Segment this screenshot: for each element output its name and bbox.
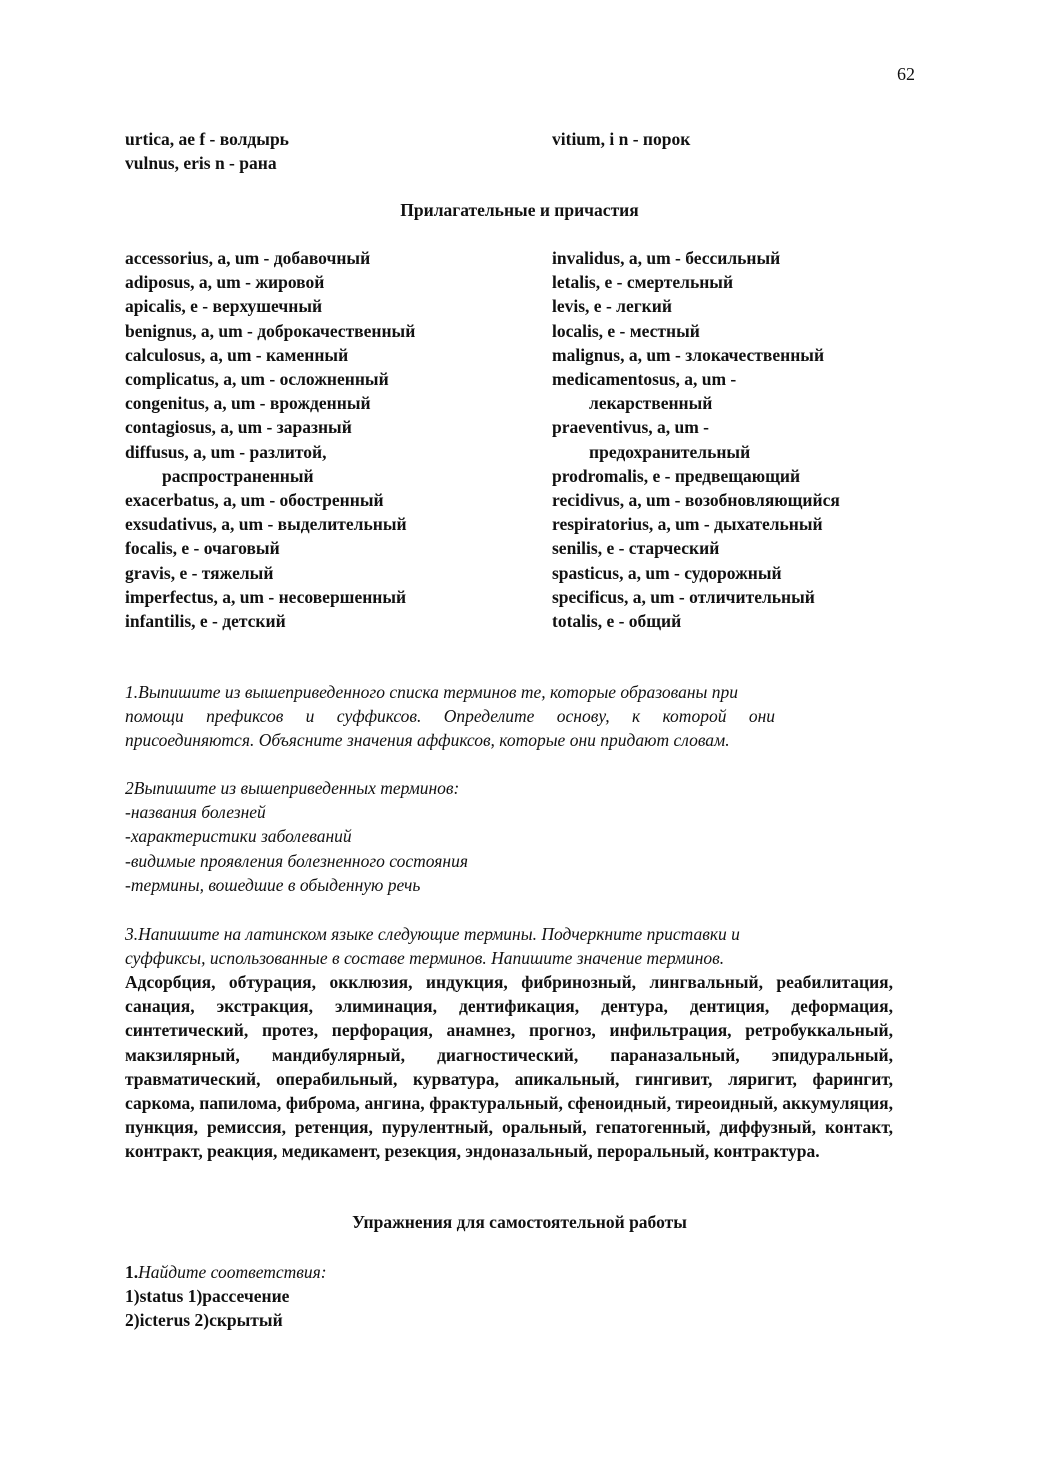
top-nouns-left bbox=[125, 127, 552, 175]
adjective-entry: exacerbatus, a, um - обостренный bbox=[125, 490, 384, 511]
top-nouns bbox=[125, 127, 905, 175]
task-3-line: суффиксы, использованные в составе терминов. Напишите значение терминов. bbox=[125, 948, 725, 969]
adjective-entry: diffusus, a, um - разлитой, распространенный bbox=[125, 440, 552, 488]
adjective-entry-continuation: распространенный bbox=[162, 465, 314, 486]
adjective-entry: benignus, a, um - доброкачественный bbox=[125, 320, 416, 341]
adjectives-right-column bbox=[552, 246, 905, 633]
adjective-entry: gravis, e - тяжелый bbox=[125, 562, 274, 583]
adjective-entry: imperfectus, a, um - несовершенный bbox=[125, 586, 407, 607]
noun-entry: vitium, i n - порок bbox=[552, 129, 691, 149]
adjective-entry: exsudativus, a, um - выделительный bbox=[125, 514, 407, 535]
adjective-entry: praeventivus, a, um - предохранительный bbox=[552, 415, 905, 463]
exercise-1-item: 2)icterus 2)скрытый bbox=[125, 1310, 283, 1331]
adjective-entry: complicatus, a, um - осложненный bbox=[125, 369, 389, 390]
adjective-entry: medicamentosus, a, um - лекарственный bbox=[552, 367, 905, 415]
adjective-entry: accessorius, a, um - добавочный bbox=[125, 248, 371, 268]
exercises-heading: Упражнения для самостоятельной работы bbox=[352, 1212, 687, 1232]
adjective-entry: levis, e - легкий bbox=[552, 296, 672, 317]
task-1 bbox=[125, 680, 893, 753]
adjective-entry-continuation: лекарственный bbox=[589, 393, 713, 414]
adjective-entry: recidivus, a, um - возобновляющийся bbox=[552, 490, 840, 511]
adjective-entry: spasticus, a, um - судорожный bbox=[552, 562, 782, 583]
top-nouns-right bbox=[552, 127, 905, 175]
noun-entry: urtica, ae f - волдырь bbox=[125, 129, 289, 149]
adjective-entry: contagiosus, a, um - заразный bbox=[125, 417, 352, 438]
task-1-line: присоединяются. Объясните значения аффиксов, которые они придают словам. bbox=[125, 730, 730, 751]
adjective-entry: invalidus, a, um - бессильный bbox=[552, 248, 781, 268]
task-1-line: 1.Выпишите из вышеприведенного списка терминов те, которые образованы при bbox=[125, 682, 738, 702]
adjective-entry: focalis, e - очаговый bbox=[125, 538, 280, 559]
task-3-instructions bbox=[125, 922, 893, 970]
task-1-line: помощи префиксов и суффиксов. Определите основу, к которой они bbox=[125, 706, 775, 727]
task-2-item: -характеристики заболеваний bbox=[125, 826, 352, 847]
adjective-entry: malignus, a, um - злокачественный bbox=[552, 344, 825, 365]
adjectives-heading: Прилагательные и причастия bbox=[400, 200, 639, 220]
task-3-line: 3.Напишите на латинском языке следующие термины. Подчеркните приставки и bbox=[125, 924, 740, 944]
task-2 bbox=[125, 776, 893, 897]
task-2-item: -названия болезней bbox=[125, 802, 266, 823]
adjective-entry: specificus, a, um - отличительный bbox=[552, 586, 815, 607]
exercise-1-item: 1)status 1)рассечение bbox=[125, 1286, 290, 1307]
adjective-entry-continuation: предохранительный bbox=[589, 441, 751, 462]
adjective-entry: congenitus, a, um - врожденный bbox=[125, 393, 371, 414]
adjective-entry: infantilis, e - детский bbox=[125, 611, 286, 632]
task-2-item: -термины, вошедшие в обыденную речь bbox=[125, 874, 421, 895]
adjective-entry: calculosus, a, um - каменный bbox=[125, 344, 349, 365]
exercise-1 bbox=[125, 1260, 327, 1333]
adjective-entry: letalis, e - смертельный bbox=[552, 272, 734, 293]
adjective-entry: apicalis, e - верхушечный bbox=[125, 296, 323, 317]
task-2-title: 2Выпишите из вышеприведенных терминов: bbox=[125, 778, 460, 798]
page-number: 62 bbox=[897, 64, 915, 84]
noun-entry: vulnus, eris n - рана bbox=[125, 153, 277, 174]
adjective-entry: respiratorius, a, um - дыхательный bbox=[552, 514, 823, 535]
exercise-1-title: 1.Найдите соответствия: bbox=[125, 1262, 327, 1282]
adjective-entry: totalis, e - общий bbox=[552, 611, 682, 632]
adjectives-left-column bbox=[125, 246, 552, 633]
adjective-entry: adiposus, a, um - жировой bbox=[125, 272, 325, 293]
task-3-terms: Адсорбция, обтурация, окклюзия, индукция, фибринозный, лингвальный, реабилитация, санация, экстракция, элиминация, дентификация, дентура, дентиция, деформация, синтетический, протез, перфорация, анамнез, прогноз, инфильтрация, ретробуккальный, макзилярный, мандибулярный, диагностический, параназальный, эпидуральный, травматический, операбильный, курватура, апикальный, гингивит, ляригит, фарингит, саркома, папилома, фиброма, ангина, фрактуральный, сфеноидный, тиреоидный, аккумуляция, пункция, ремиссия, ретенция, пурулентный, оральный, гепатогенный, диффузный, контакт, контракт, реакция, медикамент, резекция, эндоназальный, пероральный, контрактура. bbox=[125, 972, 893, 1162]
adjective-entry: localis, e - местный bbox=[552, 320, 700, 341]
adjective-entry: prodromalis, e - предвещающий bbox=[552, 465, 801, 486]
adjective-entry: senilis, e - старческий bbox=[552, 538, 720, 559]
adjectives-list bbox=[125, 246, 905, 633]
task-2-item: -видимые проявления болезненного состояния bbox=[125, 850, 469, 871]
